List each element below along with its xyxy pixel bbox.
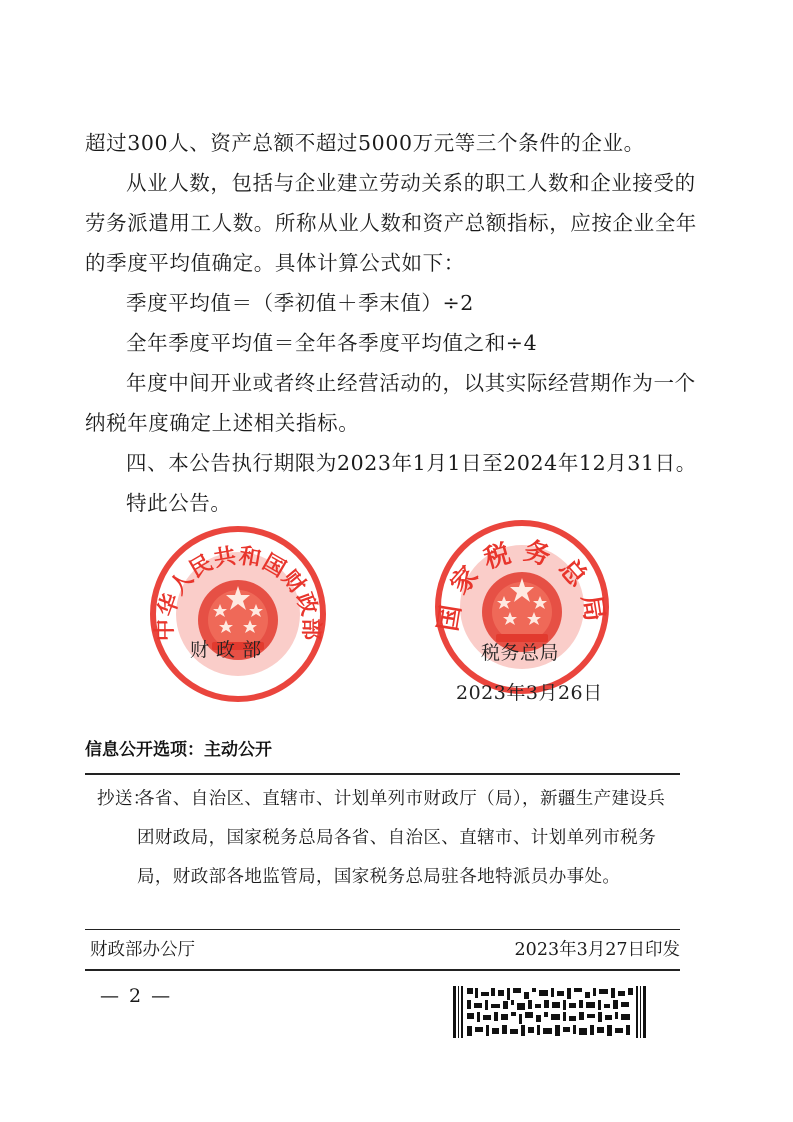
body-line-1: 超过300人、资产总额不超过5000万元等三个条件的企业。 bbox=[85, 131, 645, 155]
divider-middle bbox=[85, 929, 680, 930]
seal1-ring-text: 中华人民共和国财政部 bbox=[151, 542, 325, 642]
info-disclosure: 信息公开选项：主动公开 bbox=[85, 740, 272, 760]
ministry-of-finance-seal bbox=[148, 524, 328, 704]
page-number: — 2 — bbox=[100, 985, 173, 1007]
print-date: 2023年3月27日印发 bbox=[514, 940, 680, 960]
signature-ministry-of-finance: 财 政 部 bbox=[190, 639, 262, 661]
divider-bottom bbox=[85, 969, 680, 971]
signature-state-taxation: 税务总局 bbox=[481, 642, 560, 664]
issuing-office: 财政部办公厅 bbox=[90, 940, 195, 960]
closing-text: 特此公告。 bbox=[126, 491, 232, 515]
state-taxation-seal bbox=[433, 518, 611, 696]
seal2-ring-text: 国家税务总局 bbox=[433, 536, 611, 634]
formula-annual-average: 全年季度平均值＝全年各季度平均值之和÷4 bbox=[126, 331, 538, 355]
body-paragraph-partial-year: 年度中间开业或者终止经营活动的，以其实际经营期作为一个纳税年度确定上述相关指标。 bbox=[85, 371, 696, 435]
cc-label: 抄送： bbox=[97, 789, 151, 809]
barcode-icon bbox=[451, 986, 646, 1038]
body-item-4: 四、本公告执行期限为2023年1月1日至2024年12月31日。 bbox=[126, 451, 697, 475]
signature-date: 2023年3月26日 bbox=[456, 682, 603, 704]
cc-recipients: 各省、自治区、直辖市、计划单列市财政厅（局），新疆生产建设兵团财政局，国家税务总局各省、自治区、直辖市、计划单列市税务局，财政部各地监管局，国家税务总局驻各地特派员办事处。 bbox=[137, 789, 666, 887]
divider-top bbox=[85, 773, 680, 775]
body-paragraph-staff: 从业人数，包括与企业建立劳动关系的职工人数和企业接受的劳务派遣用工人数。所称从业人数和资产总额指标，应按企业全年的季度平均值确定。具体计算公式如下： bbox=[85, 171, 697, 275]
formula-quarterly-average: 季度平均值＝（季初值＋季末值）÷2 bbox=[126, 291, 474, 315]
